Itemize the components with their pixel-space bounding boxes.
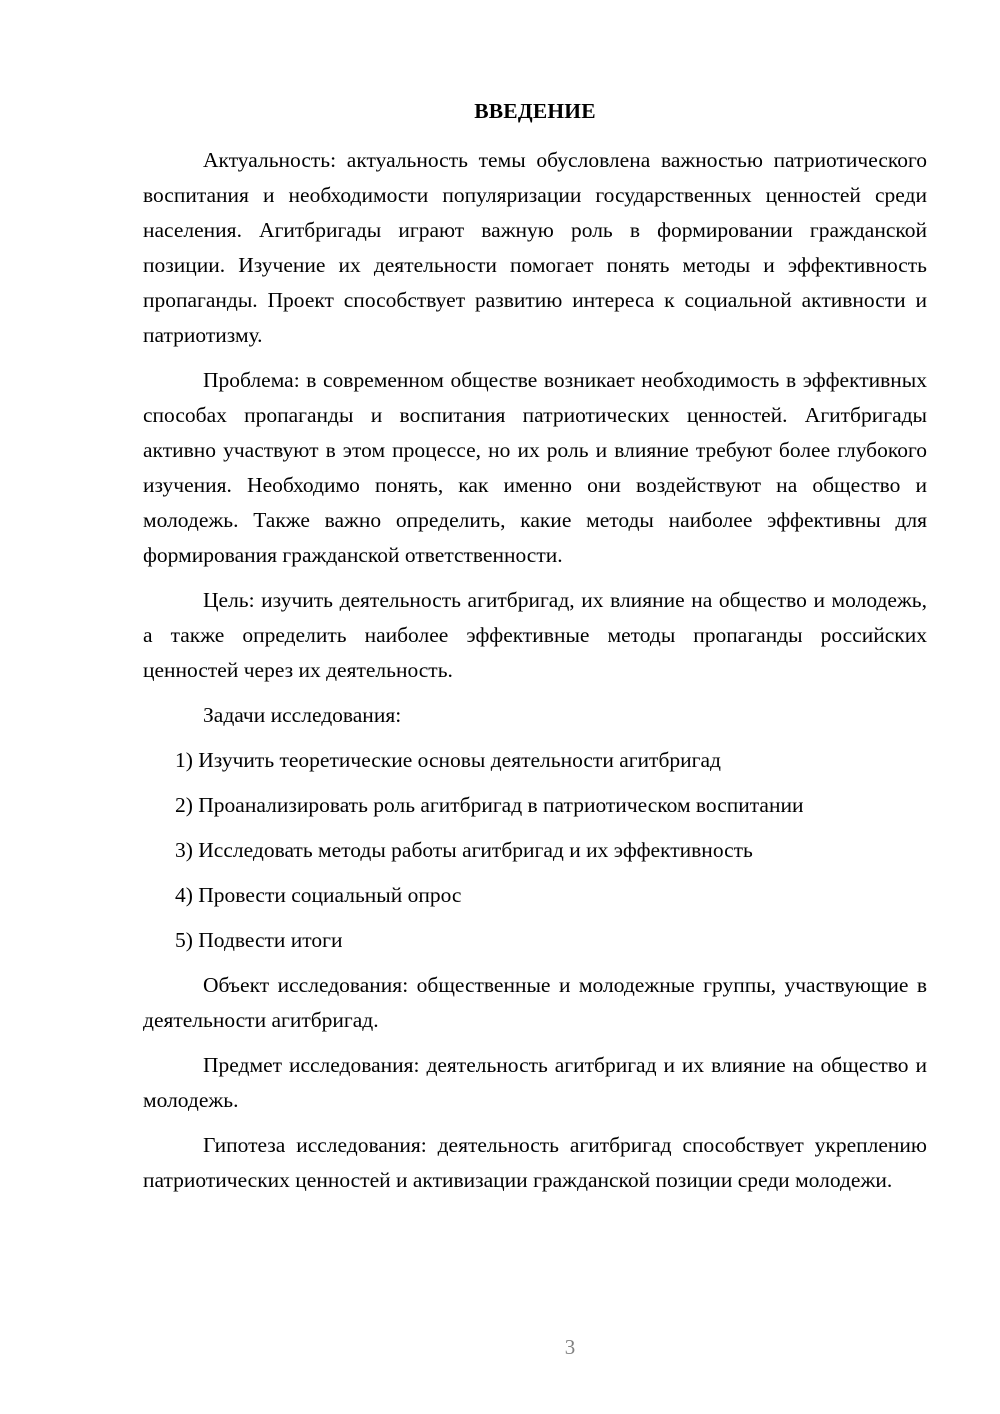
tasks-list	[143, 743, 927, 958]
subject-paragraph: Предмет исследования: деятельность агитбригад и их влияние на общество и молодежь.	[143, 1053, 927, 1112]
list-item: 1) Изучить теоретические основы деятельности агитбригад	[175, 748, 721, 772]
relevance-paragraph: Актуальность: актуальность темы обусловлена важностью патриотического воспитания и необходимости популяризации государственных ценностей среди населения. Агитбригады играют важную роль в формировании гражданской позиции. Изучение их деятельности помогает понять методы и эффективность пропаганды. Проект способствует развитию интереса к социальной активности и патриотизму.	[143, 148, 927, 347]
list-item: 5) Подвести итоги	[175, 928, 343, 952]
object-paragraph: Объект исследования: общественные и молодежные группы, участвующие в деятельности агитбригад.	[143, 973, 927, 1032]
list-item: 3) Исследовать методы работы агитбригад и их эффективность	[175, 838, 753, 862]
list-item: 2) Проанализировать роль агитбригад в патриотическом воспитании	[175, 793, 804, 817]
hypothesis-paragraph: Гипотеза исследования: деятельность агитбригад способствует укреплению патриотических ценностей и активизации гражданской позиции среди молодежи.	[143, 1133, 927, 1192]
tasks-heading: Задачи исследования:	[203, 703, 402, 727]
page-content	[143, 96, 927, 1198]
goal-paragraph: Цель: изучить деятельность агитбригад, их влияние на общество и молодежь, а также определить наиболее эффективные методы пропаганды российских ценностей через их деятельность.	[143, 588, 927, 682]
page-title: ВВЕДЕНИЕ	[474, 99, 596, 123]
problem-paragraph: Проблема: в современном обществе возникает необходимость в эффективных способах пропаганды и воспитания патриотических ценностей. Агитбригады активно участвуют в этом процессе, но их роль и влияние требуют более глубокого изучения. Необходимо понять, как именно они воздействуют на общество и молодежь. Также важно определить, какие методы наиболее эффективны для формирования гражданской ответственности.	[143, 368, 927, 567]
list-item: 4) Провести социальный опрос	[175, 883, 462, 907]
page-number: 3	[564, 1335, 576, 1359]
